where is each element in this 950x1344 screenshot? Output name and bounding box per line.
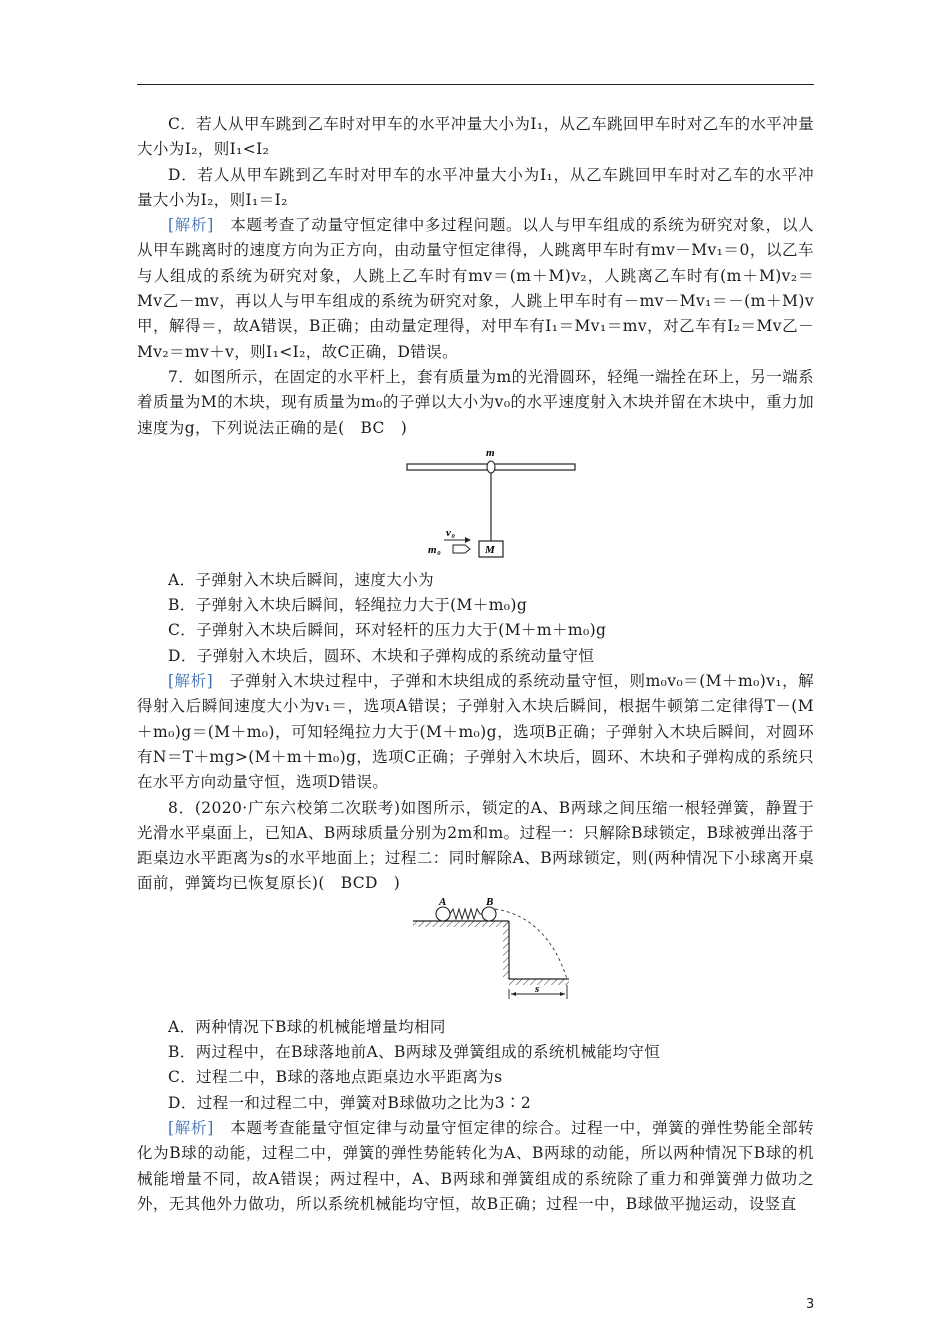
q8-analysis — [137, 1116, 814, 1217]
analysis-text: 子弹射入木块过程中，子弹和木块组成的系统动量守恒，则m₀v₀＝(M＋m₀)v₁，解得射入后瞬间速度大小为v₁＝，选项A错误；子弹射入木块后瞬间，根据牛顿第二定律得T－(M＋m₀)g＝(M＋m₀)，可知轻绳拉力大于(M＋m₀)g，选项B正确；子弹射入木块后瞬间，对圆环有N＝T＋mg>(M＋m＋m₀)g，选项C正确；子弹射入木块后，圆环、木块和子弹构成的系统只在水平方向动量守恒，选项D错误。 — [137, 672, 814, 792]
ring — [487, 461, 495, 473]
bullet — [453, 545, 470, 553]
analysis-tag: [解析] — [168, 672, 214, 691]
velocity-label: v₀ — [446, 526, 456, 539]
distance-label: s — [535, 982, 540, 995]
q8-option-b: B．两过程中，在B球落地前A、B两球及弹簧组成的系统机械能均守恒 — [168, 1043, 661, 1062]
q7-option-a: A．子弹射入木块后瞬间，速度大小为 — [168, 570, 434, 589]
q8-option-c: C．过程二中，B球的落地点距桌边水平距离为s — [168, 1068, 503, 1087]
q7-option-c: C．子弹射入木块后瞬间，环对轻杆的压力大于(M＋m＋m₀)g — [168, 621, 607, 640]
q7-option-b: B．子弹射入木块后瞬间，轻绳拉力大于(M＋m₀)g — [168, 596, 528, 615]
spring-balls-table-diagram — [137, 897, 814, 1015]
ring-label: m — [486, 446, 495, 459]
page-content — [137, 112, 814, 1217]
analysis-tag: [解析] — [168, 1118, 214, 1137]
table-edge-hatch — [503, 921, 509, 979]
rod-ring-block-diagram — [137, 441, 814, 568]
block-label: M — [485, 543, 496, 556]
analysis-text: 本题考查了动量守恒定律中多过程问题。以人与甲车组成的系统为研究对象，以人从甲车跳离时的速度方向为正方向，由动量守恒定律得，人跳离甲车时有mv－Mv₁＝0，以乙车与人组成的系统为研究对象，人跳上乙车时有mv＝(m＋M)v₂，人跳离乙车时有(m＋M)v₂＝Mv乙－mv，再以人与甲车组成的系统为研究对象，人跳上甲车时有－mv－Mv₁＝－(m＋M)v甲，解得＝，故A错误，B正确；由动量定理得，对甲车有I₁＝Mv₁＝mv，对乙车有I₂＝Mv乙－Mv₂＝mv＋v，则I₁<I₂，故C正确，D错误。 — [137, 216, 814, 361]
q8-option-d: D．过程一和过程二中，弹簧对B球做功之比为3∶2 — [168, 1093, 532, 1112]
spring — [450, 909, 482, 919]
ball-a — [436, 907, 450, 921]
q7-figure — [137, 441, 814, 568]
q7-stem: 7．如图所示，在固定的水平杆上，套有质量为m的光滑圆环，轻绳一端拴在环上，另一端系着质量为M的木块，现有质量为m₀的子弹以大小为v₀的水平速度射入木块并留在木块中，重力加速度为g，下列说法正确的是( BC ) — [137, 367, 814, 437]
q8-option-a: A．两种情况下B球的机械能增量均相同 — [168, 1017, 446, 1036]
q8-figure — [137, 897, 814, 1015]
analysis-text: 本题考查能量守恒定律与动量守恒定律的综合。过程一中，弹簧的弹性势能全部转化为B球的动能，过程二中，弹簧的弹性势能转化为A、B两球的动能，所以两种情况下B球的机械能增量不同，故A错误；两过程中，A、B两球和弹簧组成的系统除了重力和弹簧弹力做功之外，无其他外力做功，所以系统机械能均守恒，故B正确；过程一中，B球做平抛运动，设竖直 — [137, 1118, 814, 1213]
bullet-label: m₀ — [428, 543, 442, 556]
analysis-tag: [解析] — [168, 216, 214, 235]
q8-stem: 8．(2020·广东六校第二次联考)如图所示，锁定的A、B两球之间压缩一根轻弹簧，静置于光滑水平桌面上，已知A、B两球质量分别为2m和m。过程一：只解除B球锁定，B球被弹出落于距桌边水平距离为s的水平地面上；过程二：同时解除A、B两球锁定，则(两种情况下小球离开桌面前，弹簧均已恢复原长)( BCD ) — [137, 798, 814, 893]
q6-option-d: D．若人从甲车跳到乙车时对甲车的水平冲量大小为I₁，从乙车跳回甲车时对乙车的水平冲量大小为I₂，则I₁＝I₂ — [137, 165, 814, 209]
q6-option-c: C．若人从甲车跳到乙车时对甲车的水平冲量大小为I₁，从乙车跳回甲车时对乙车的水平冲量大小为I₂，则I₁<I₂ — [137, 115, 814, 159]
header-rule — [137, 84, 814, 85]
table-hatch — [413, 921, 509, 927]
ball-b — [482, 907, 496, 921]
velocity-arrowhead — [465, 537, 471, 543]
ball-a-label: A — [439, 896, 447, 908]
page-number: 3 — [806, 1297, 815, 1312]
q7-option-d: D．子弹射入木块后，圆环、木块和子弹构成的系统动量守恒 — [168, 646, 595, 665]
q7-analysis — [137, 669, 814, 795]
ball-b-label: B — [486, 896, 494, 908]
q6-analysis — [137, 213, 814, 365]
